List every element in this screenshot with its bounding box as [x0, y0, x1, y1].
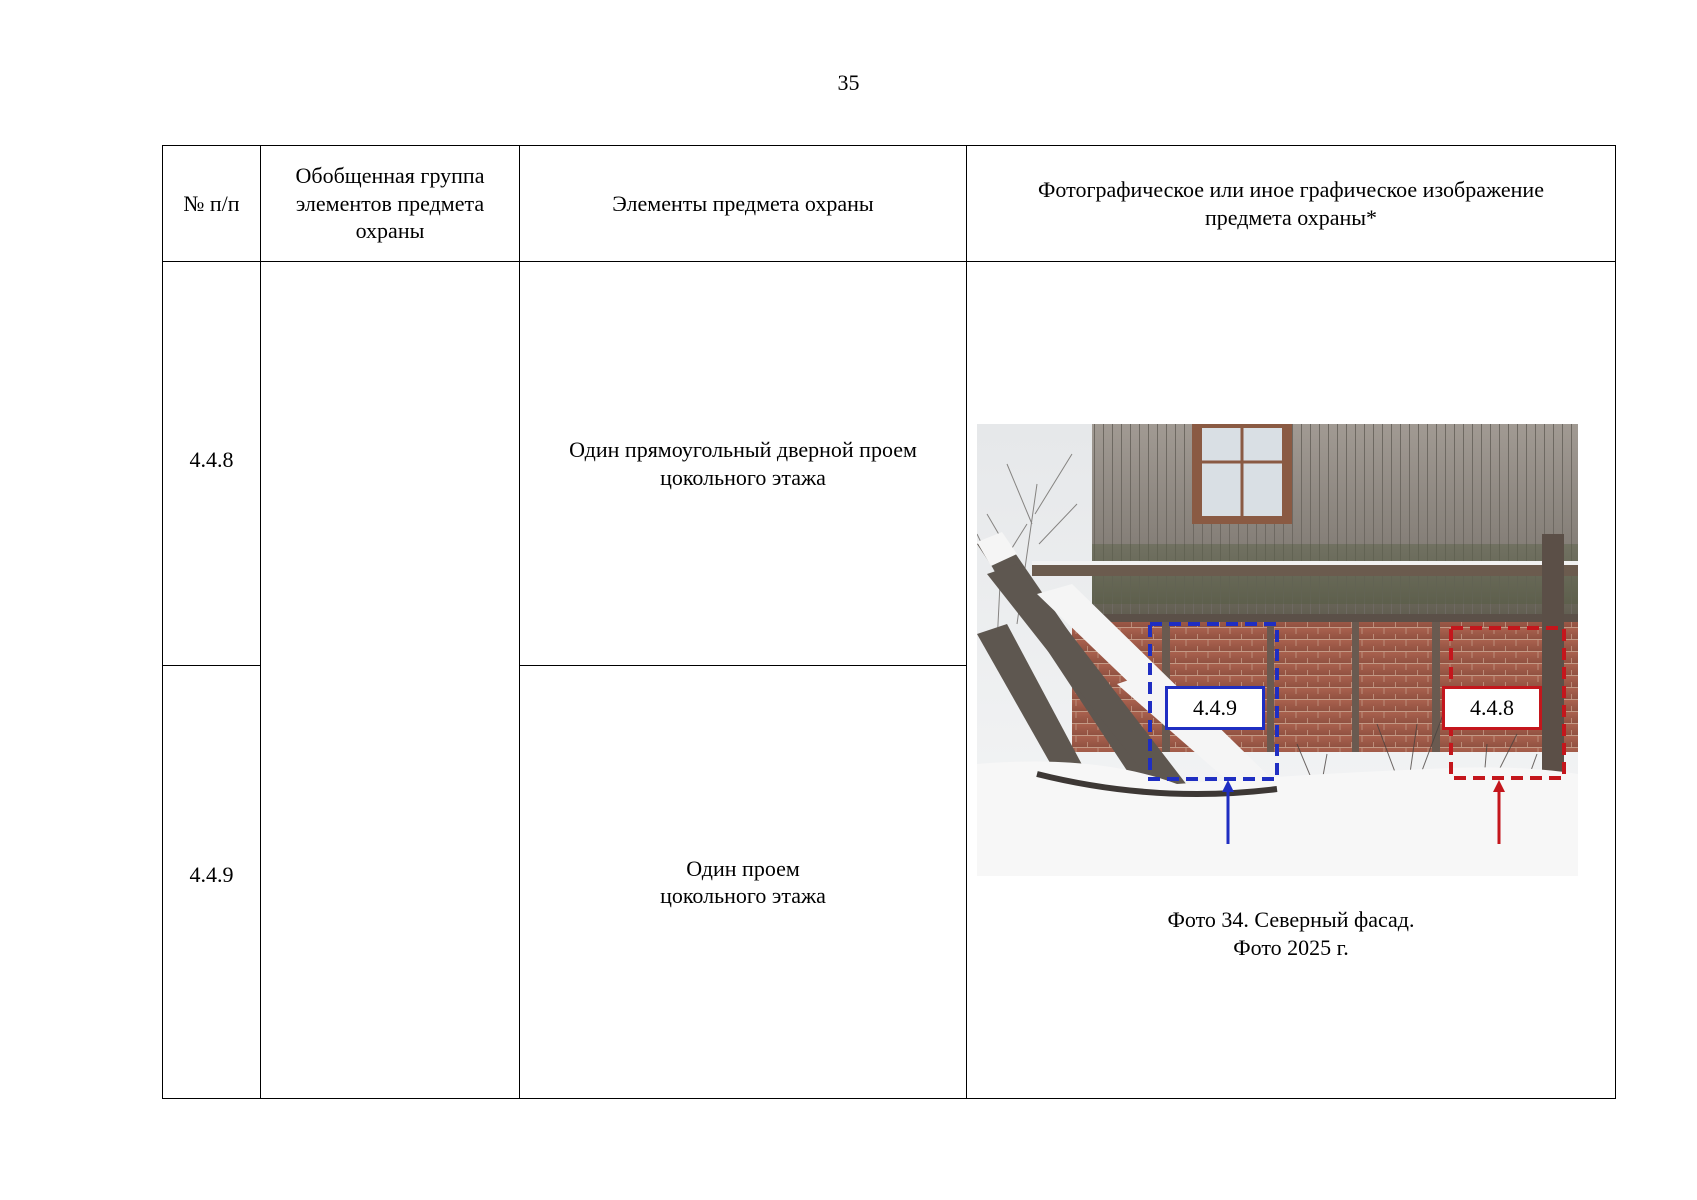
protection-table: [162, 145, 1616, 1099]
page-number: 35: [837, 70, 860, 95]
header-elements: Элементы предмета охраны: [520, 146, 967, 262]
header-group: Обобщенная группа элементов предмета охраны: [261, 146, 520, 262]
header-image: Фотографическое или иное графическое изображение предмета охраны*: [967, 146, 1616, 262]
row-element: Один проем цокольного этажа: [520, 666, 967, 1099]
photo-cell: [967, 262, 1616, 1099]
photo-label-4-4-8: 4.4.8: [1442, 686, 1542, 730]
group-cell: [261, 262, 520, 1099]
row-element: Один прямоугольный дверной проем цокольного этажа: [520, 262, 967, 666]
table-header-row: [163, 146, 1616, 262]
caption-line-1: Фото 34. Северный фасад.: [1167, 907, 1415, 932]
caption-line-2: Фото 2025 г.: [1233, 934, 1349, 960]
header-num: № п/п: [163, 146, 261, 262]
photo-label-4-4-9: 4.4.9: [1165, 686, 1265, 730]
north-facade-photo: [977, 424, 1578, 876]
row-num: 4.4.9: [163, 666, 261, 1099]
table-row: [163, 262, 1616, 666]
row-num: 4.4.8: [163, 262, 261, 666]
photo-caption: [967, 906, 1615, 961]
